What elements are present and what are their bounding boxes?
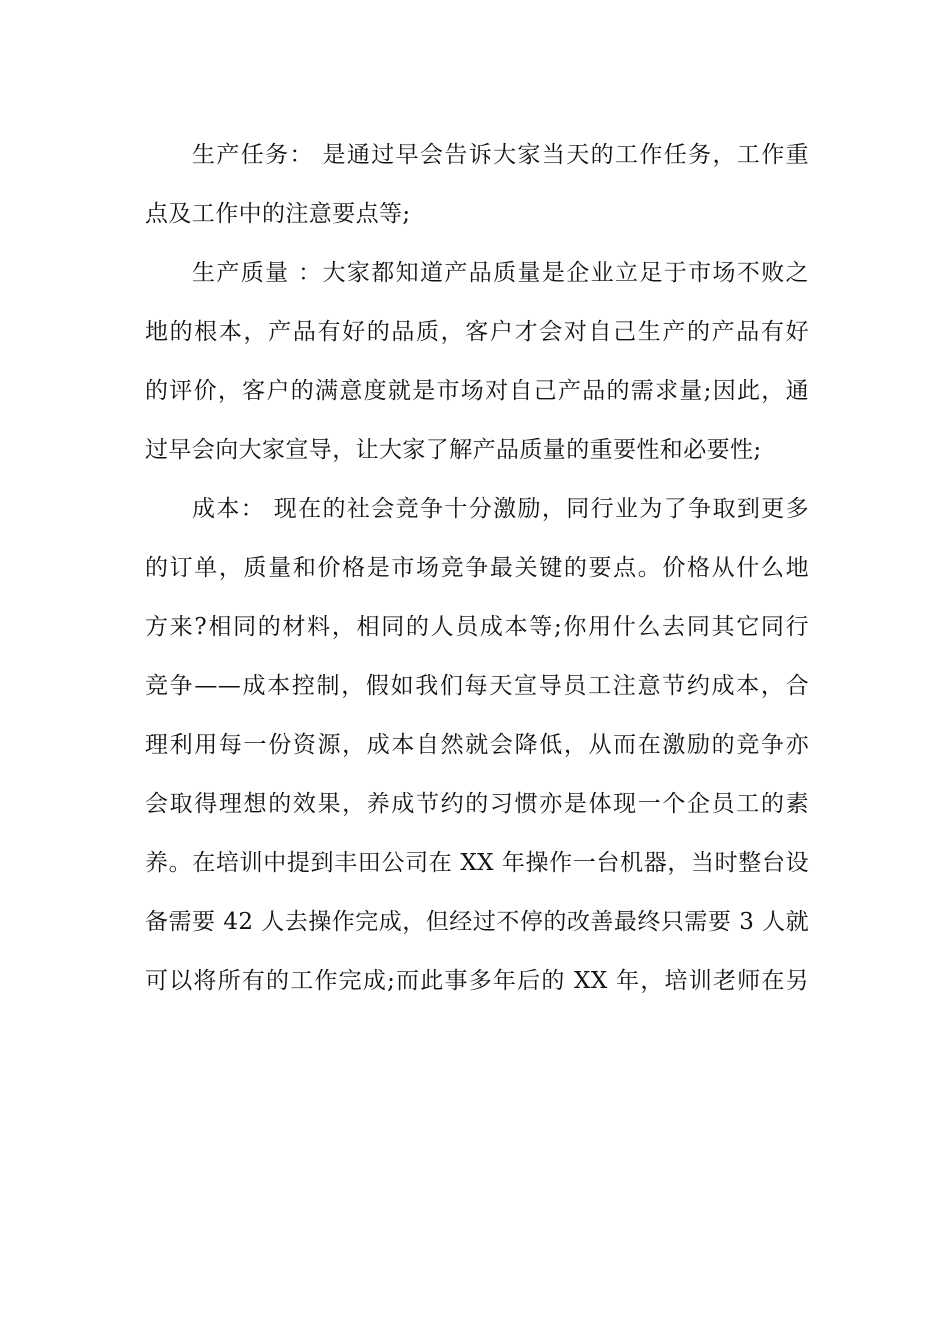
document-body <box>145 126 809 1011</box>
text-line: 地的根本，产品有好的品质，客户才会对自己生产的产品有好 <box>145 319 809 345</box>
text-line: 养。在培训中提到丰田公司在 XX 年操作一台机器，当时整台设 <box>145 850 809 876</box>
text-line: 的订单，质量和价格是市场竞争最关键的要点。价格从什么地 <box>145 555 809 581</box>
text-line: 竞争——成本控制，假如我们每天宣导员工注意节约成本，合 <box>145 673 809 699</box>
paragraph-cost <box>145 480 809 1011</box>
text-line: 生产质量 ：大家都知道产品质量是企业立足于市场不败之 <box>192 260 809 286</box>
text-line: 成本： 现在的社会竞争十分激励，同行业为了争取到更多 <box>192 496 809 522</box>
text-line: 过早会向大家宣导，让大家了解产品质量的重要性和必要性; <box>145 437 762 463</box>
text-line: 生产任务： 是通过早会告诉大家当天的工作任务，工作重 <box>192 142 809 168</box>
text-line: 点及工作中的注意要点等; <box>145 201 411 227</box>
text-line: 可以将所有的工作完成;而此事多年后的 XX 年，培训老师在另 <box>145 968 809 994</box>
paragraph-production-quality <box>145 244 809 480</box>
paragraph-production-task <box>145 126 809 244</box>
text-line: 备需要 42 人去操作完成，但经过不停的改善最终只需要 3 人就 <box>145 909 809 935</box>
text-line: 理利用每一份资源，成本自然就会降低，从而在激励的竞争亦 <box>145 732 809 758</box>
text-line: 的评价，客户的满意度就是市场对自己产品的需求量;因此，通 <box>145 378 809 404</box>
text-line: 会取得理想的效果，养成节约的习惯亦是体现一个企员工的素 <box>145 791 809 817</box>
text-line: 方来?相同的材料，相同的人员成本等;你用什么去同其它同行 <box>145 614 809 640</box>
